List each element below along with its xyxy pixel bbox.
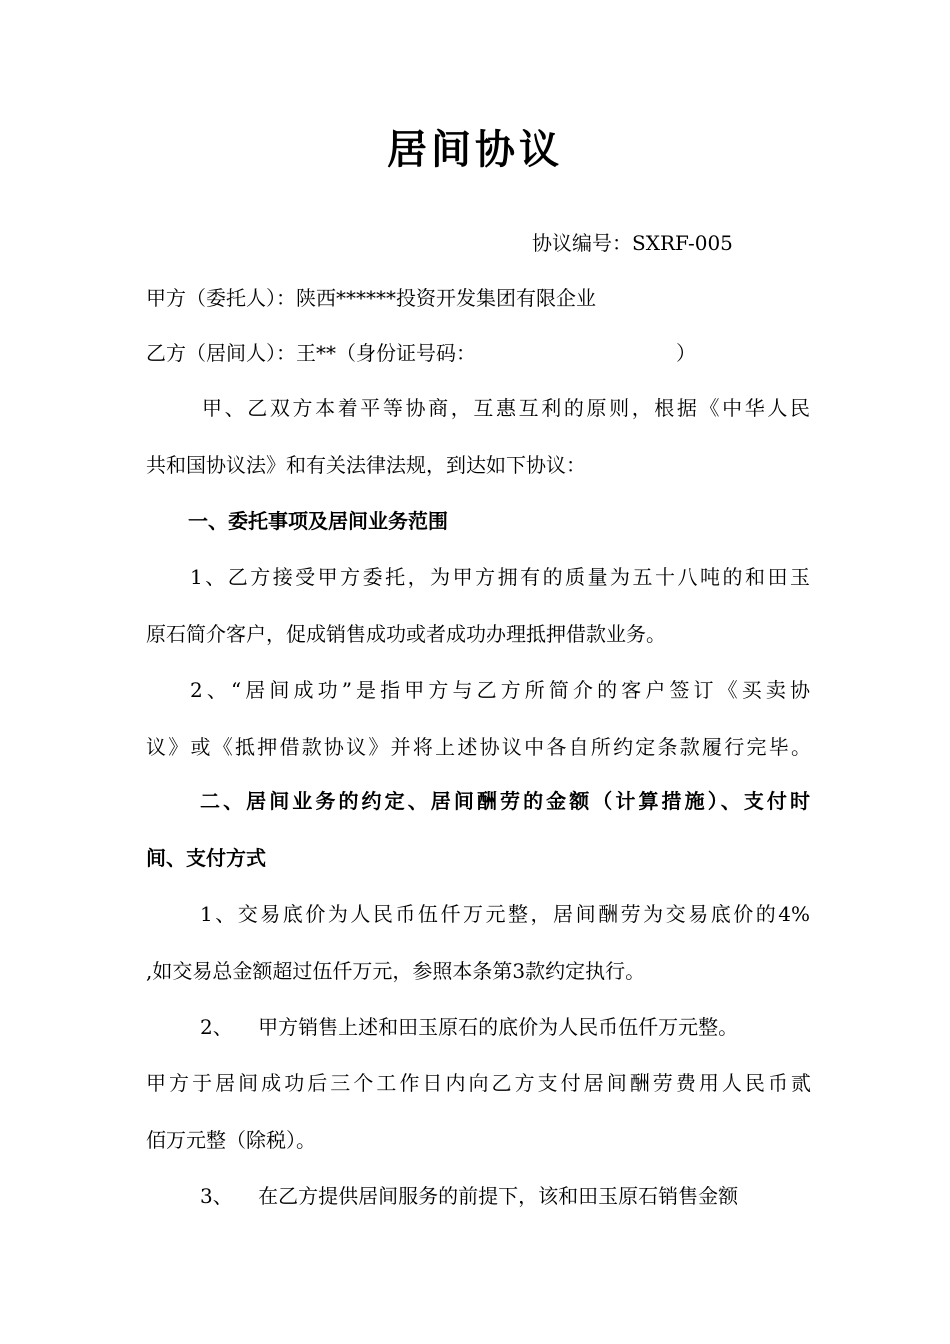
- section-1-item-2-line-1: 2、“居间成功”是指甲方与乙方所简介的客户签订《买卖协: [190, 678, 810, 702]
- document-title: 居间协议: [387, 126, 563, 173]
- section-2-heading-line-1: 二、居间业务的约定、居间酬劳的金额（计算措施）、支付时: [200, 789, 810, 813]
- section-2-item-2-line-3: 佰万元整（除税）。: [146, 1128, 316, 1152]
- party-a: 甲方（委托人）：陕西******投资开发集团有限企业: [146, 286, 596, 310]
- section-1-item-1-line-1: 1、乙方接受甲方委托，为甲方拥有的质量为五十八吨的和田玉: [190, 565, 810, 589]
- party-b-close: ）: [676, 341, 696, 365]
- intro-line-1: 甲、乙双方本着平等协商，互惠互利的原则，根据《中华人民: [202, 396, 810, 420]
- section-1-item-2-line-2: 议》或《抵押借款协议》并将上述协议中各自所约定条款履行完毕。: [146, 735, 811, 759]
- section-1-item-1-line-2: 原石简介客户，促成销售成功或者成功办理抵押借款业务。: [146, 622, 666, 646]
- party-b-text: 乙方（居间人）：王**（身份证号码：: [146, 341, 476, 365]
- section-2-item-1-line-1: 1、交易底价为人民币伍仟万元整，居间酬劳为交易底价的4%: [200, 902, 810, 926]
- section-2-item-2-line-1: 2、 甲方销售上述和田玉原石的底价为人民币伍仟万元整。: [200, 1015, 739, 1039]
- intro-line-2: 共和国协议法》和有关法律法规，到达如下协议：: [146, 453, 586, 477]
- section-1-heading: 一、委托事项及居间业务范围: [188, 509, 448, 533]
- section-2-item-2-line-2: 甲方于居间成功后三个工作日内向乙方支付居间酬劳费用人民币贰: [146, 1071, 811, 1095]
- party-b: [146, 338, 811, 368]
- agreement-number: 协议编号：SXRF-005: [532, 231, 733, 255]
- section-2-heading-line-2: 间、支付方式: [146, 846, 266, 870]
- section-2-item-3-line-1: 3、 在乙方提供居间服务的前提下，该和田玉原石销售金额: [200, 1184, 739, 1208]
- section-2-item-1-line-2: ,如交易总金额超过伍仟万元，参照本条第3款约定执行。: [146, 959, 646, 983]
